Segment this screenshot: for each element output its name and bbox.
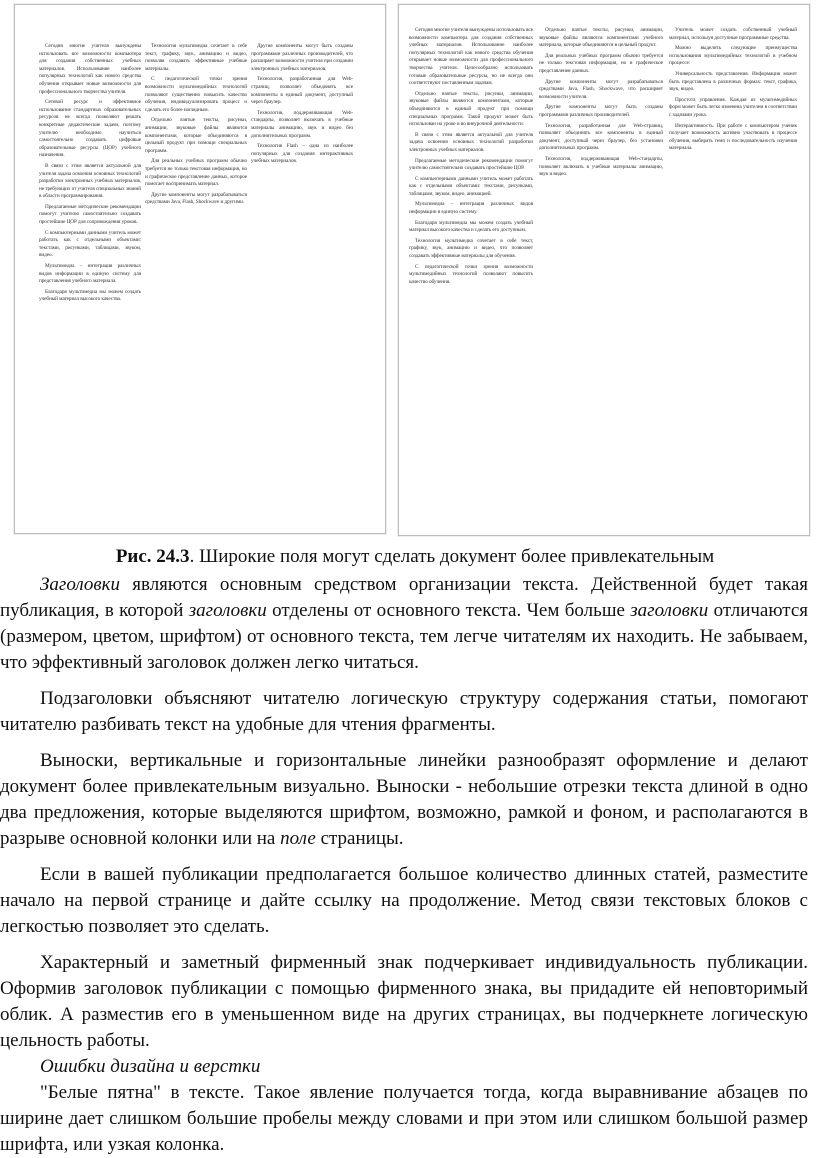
thumbnail-paragraph: С педагогической точки зрения возможности мультимедийных технологий позволяют повысить качество обучения. — [409, 263, 533, 285]
thumbnail-paragraph: Другие компоненты могут быть созданы программами различных производителей. — [539, 104, 663, 118]
thumbnail-paragraph: Простота управления. Каждая из мультимедийных форм может быть легко изменена учителем в соответствии с задачами урока. — [669, 96, 797, 118]
thumbnail-paragraph: Мультимедиа – интеграция различных видов информации в единую систему для представления учебного материала. — [39, 263, 141, 285]
thumbnail-paragraph: Сегодня многие учителя вынуждены использовать все возможности компьютера для создания собственных учебных материалов. Использование наиболее популярных технологий как нового средства обучения открывает новые возможности для профессионального творчества учителя. Целесообразно использовать готовые образовательные ресурсы, но не всегда они соответствуют поставленным задачам. — [409, 27, 533, 87]
emphasis-headings: Заголовки — [40, 574, 120, 595]
thumbnail-paragraph: В связи с этим является актуальной для учителя задача освоения основных технологий разработки электронных учебных материалов, не требующих от учителя специальных знаний в области программирования. — [39, 162, 141, 200]
paragraph-text: страницы. — [315, 828, 404, 849]
paragraph-headings — [0, 572, 816, 676]
paragraph-text: являются основным средством организации текста. Действенной будет такая публикация, в которой — [0, 574, 808, 621]
thumbnail-paragraph: Предлагаемые методические рекомендации помогут учителю самостоятельно создавать простейшие ЦОР для сопровождения уроков. — [39, 203, 141, 226]
thumbnail-paragraph: Другие компоненты могут быть созданы программами различных производителей, что расширяет возможности учителя при создании электронных учебных материалов. — [251, 43, 353, 72]
subheading-design-errors: Ошибки дизайна и верстки — [40, 1056, 261, 1077]
thumbnail-paragraph: Благодаря мультимедиа мы можем создать учебный материал высокого качества. — [39, 288, 141, 303]
paragraph-text: отделены от основного текста. Чем больше — [266, 600, 631, 621]
thumbnail-paragraph: Отдельно взятые тексты, рисунки, анимации, звуковые файлы являются компонентами, которые объединяются в единый продукт при помощи специальных программ. Такой продукт может быть использован на уроке и во внеурочной деятельности. — [409, 90, 533, 128]
left-page-column-3 — [251, 43, 353, 523]
figure-caption — [0, 544, 816, 570]
document-body — [0, 544, 816, 1158]
thumbnail-paragraph: Мультимедиа – интеграция различных видов информации в единую систему. — [409, 201, 533, 216]
thumbnail-paragraph: Другие компоненты могут разрабатываться средствами Java, Flash, Shockwave, что расширяет возможности учителя. — [539, 78, 663, 100]
paragraph-continuation: Если в вашей публикации предполагается большое количество длинных статей, разместите начало на первой странице и дайте ссылку на продолжение. Метод связи текстовых блоков с легкостью позволяет это сделать. — [0, 864, 808, 937]
thumbnail-paragraph: Благодаря мультимедиа мы можем создать учебный материал высокого качества и сделать его доступным. — [409, 219, 533, 234]
right-page-column-1 — [409, 27, 533, 527]
thumbnail-paragraph: Отдельно взятые тексты, рисунки, анимации, звуковые файлы являются компонентами, которые объединяются в цельный продукт при помощи специальных программ. — [145, 117, 247, 154]
thumbnail-paragraph: Технология мультимедиа сочетает в себе текст, графику, звук, анимацию и видео, что позволяет создавать эффективные материалы для обучения. — [409, 237, 533, 260]
thumbnail-paragraph: Можно выделить следующие преимущества использования мультимедийных технологий в учебном процессе: — [669, 45, 797, 67]
thumbnail-paragraph: Другие компоненты могут разрабатываться средствами Java, Flash, Shockwave и другими. — [145, 191, 247, 206]
figure-24-3 — [0, 0, 816, 540]
right-page-column-3 — [669, 27, 797, 527]
thumbnail-paragraph: Отдельно взятые тексты, рисунки, анимации, звуковые файлы являются компонентами учебного материала, которые объединяются в цельный продукт. — [539, 27, 663, 49]
paragraph-logo: Характерный и заметный фирменный знак подчеркивает индивидуальность публикации. Оформив заголовок публикации с помощью фирменного знака, вы придадите ей неповторимый облик. А разместив его в уменьшенном виде на других страницах, вы подчеркнете логическую цельность работы. — [0, 952, 808, 1051]
thumbnail-paragraph: Технология Flash – одна из наиболее популярных для создания интерактивных учебных материалов. — [251, 143, 353, 165]
thumbnail-paragraph: Технология мультимедиа сочетает в себе текст, графику, звук, анимацию и видео, позволяя создавать эффективные учебные материалы. — [145, 43, 247, 72]
thumbnail-paragraph: Технология, поддерживающая Web-стандарты, позволяет включать в учебные материалы анимацию, звук и видео. — [539, 155, 663, 178]
thumbnail-paragraph: Для реальных учебных программ обычно требуется не только текстовая информация, но и графическое представление данных, которое помогает воспринимать материал. — [145, 158, 247, 188]
thumbnail-paragraph: Для реальных учебных программ обычно требуется не только текстовая информация, но и графическое представление данных. — [539, 52, 663, 74]
left-page-thumbnail — [14, 4, 386, 534]
thumbnail-paragraph: Сетевой ресурс и эффективное использование стандартных образовательных ресурсов не всегда позволяют решать конкретные дидактические задачи, поэтому учителю необходимо научиться самостоятельно создавать цифровые образовательные ресурсы (ЦОР) учебного назначения. — [39, 99, 141, 159]
left-page-column-1 — [39, 43, 141, 523]
right-page-column-2 — [539, 27, 663, 527]
paragraph-subheadings: Подзаголовки объясняют читателю логическую структуру содержания статьи, помогают читателю разбивать текст на удобные для чтения фрагменты. — [0, 688, 808, 735]
paragraph-callouts — [0, 748, 816, 852]
thumbnail-paragraph: В связи с этим является актуальной для учителя задача освоения основных технологий разработки электронных учебных материалов. — [409, 131, 533, 153]
thumbnail-paragraph: С компьютерными данными учитель может работать как с отдельными объектами: текстами, рисунками, таблицами, звуком, видео, анимацией. — [409, 175, 533, 197]
thumbnail-paragraph: Технология, разработанная для Web-страниц, позволяет объединять все компоненты в единый документ, доступный через браузер. — [251, 76, 353, 106]
thumbnail-paragraph: Предлагаемые методические рекомендации помогут учителю самостоятельно создавать простейшие ЦОР. — [409, 157, 533, 172]
thumbnail-paragraph: Учитель может создать собственный учебный материал, используя доступные программные средства. — [669, 27, 797, 41]
paragraph-white-spots: "Белые пятна" в тексте. Такое явление получается тогда, когда выравнивание абзацев по ширине дает слишком большие пробелы между словами и при этом или слишком большой размер шрифта, или узкая колонка. — [0, 1082, 808, 1155]
left-page-column-2 — [145, 43, 247, 523]
emphasis-headings: заголовки — [630, 600, 709, 621]
caption-text: . Широкие поля могут сделать документ более привлекательным — [189, 546, 715, 567]
paragraph-text: Выноски, вертикальные и горизонтальные линейки разнообразят оформление и делают документ более привлекательным визуально. Выноски - небольшие отрезки текста длиной в одно два предложения, которые выделяются шрифтом, возможно, рамкой и фоном, и располагаются в разрыве основной колонки или на — [0, 750, 808, 849]
thumbnail-paragraph: Технология, разработанная для Web-страниц, позволяет объединять все компоненты в единый документ, доступный через браузер, без установки дополнительных программ. — [539, 122, 663, 152]
emphasis-headings: заголовки — [188, 600, 267, 621]
paragraph-text: отличаются (размером, цветом, шрифтом) от основного текста, тем легче читателям их находить. Не забываем, что эффективный заголовок должен легко читаться. — [0, 600, 808, 673]
emphasis-margin: поле — [280, 828, 316, 849]
right-page-thumbnail — [398, 4, 810, 536]
thumbnail-paragraph: Универсальность представления. Информация может быть представлена в различных формах: текст, графика, звук, видео. — [669, 70, 797, 93]
thumbnail-paragraph: С педагогической точки зрения возможности мультимедийных технологий позволяют существенно повысить качество обучения, индивидуализировать процесс и сделать его более наглядным. — [145, 76, 247, 113]
caption-label: Рис. 24.3 — [115, 546, 190, 567]
thumbnail-paragraph: Технология, поддерживающая Web-стандарты, позволяет включать в учебные материалы анимацию, звук и видео без дополнительных программ. — [251, 109, 353, 139]
thumbnail-paragraph: Интерактивность. При работе с компьютером ученик получает возможность активно участвовать в процессе обучения, выбирать темп и последовательность изучения материала. — [669, 122, 797, 152]
thumbnail-paragraph: Сегодня многие учителя вынуждены использовать все возможности компьютера для создания собственных учебных материалов. Использование наиболее популярных технологий как нового средства обучения открывает новые возможности для профессионального творчества учителя. — [39, 43, 141, 95]
thumbnail-paragraph: С компьютерными данными учитель может работать как с отдельными объектами: текстами, рисунками, таблицами, звуком, видео. — [39, 229, 141, 259]
